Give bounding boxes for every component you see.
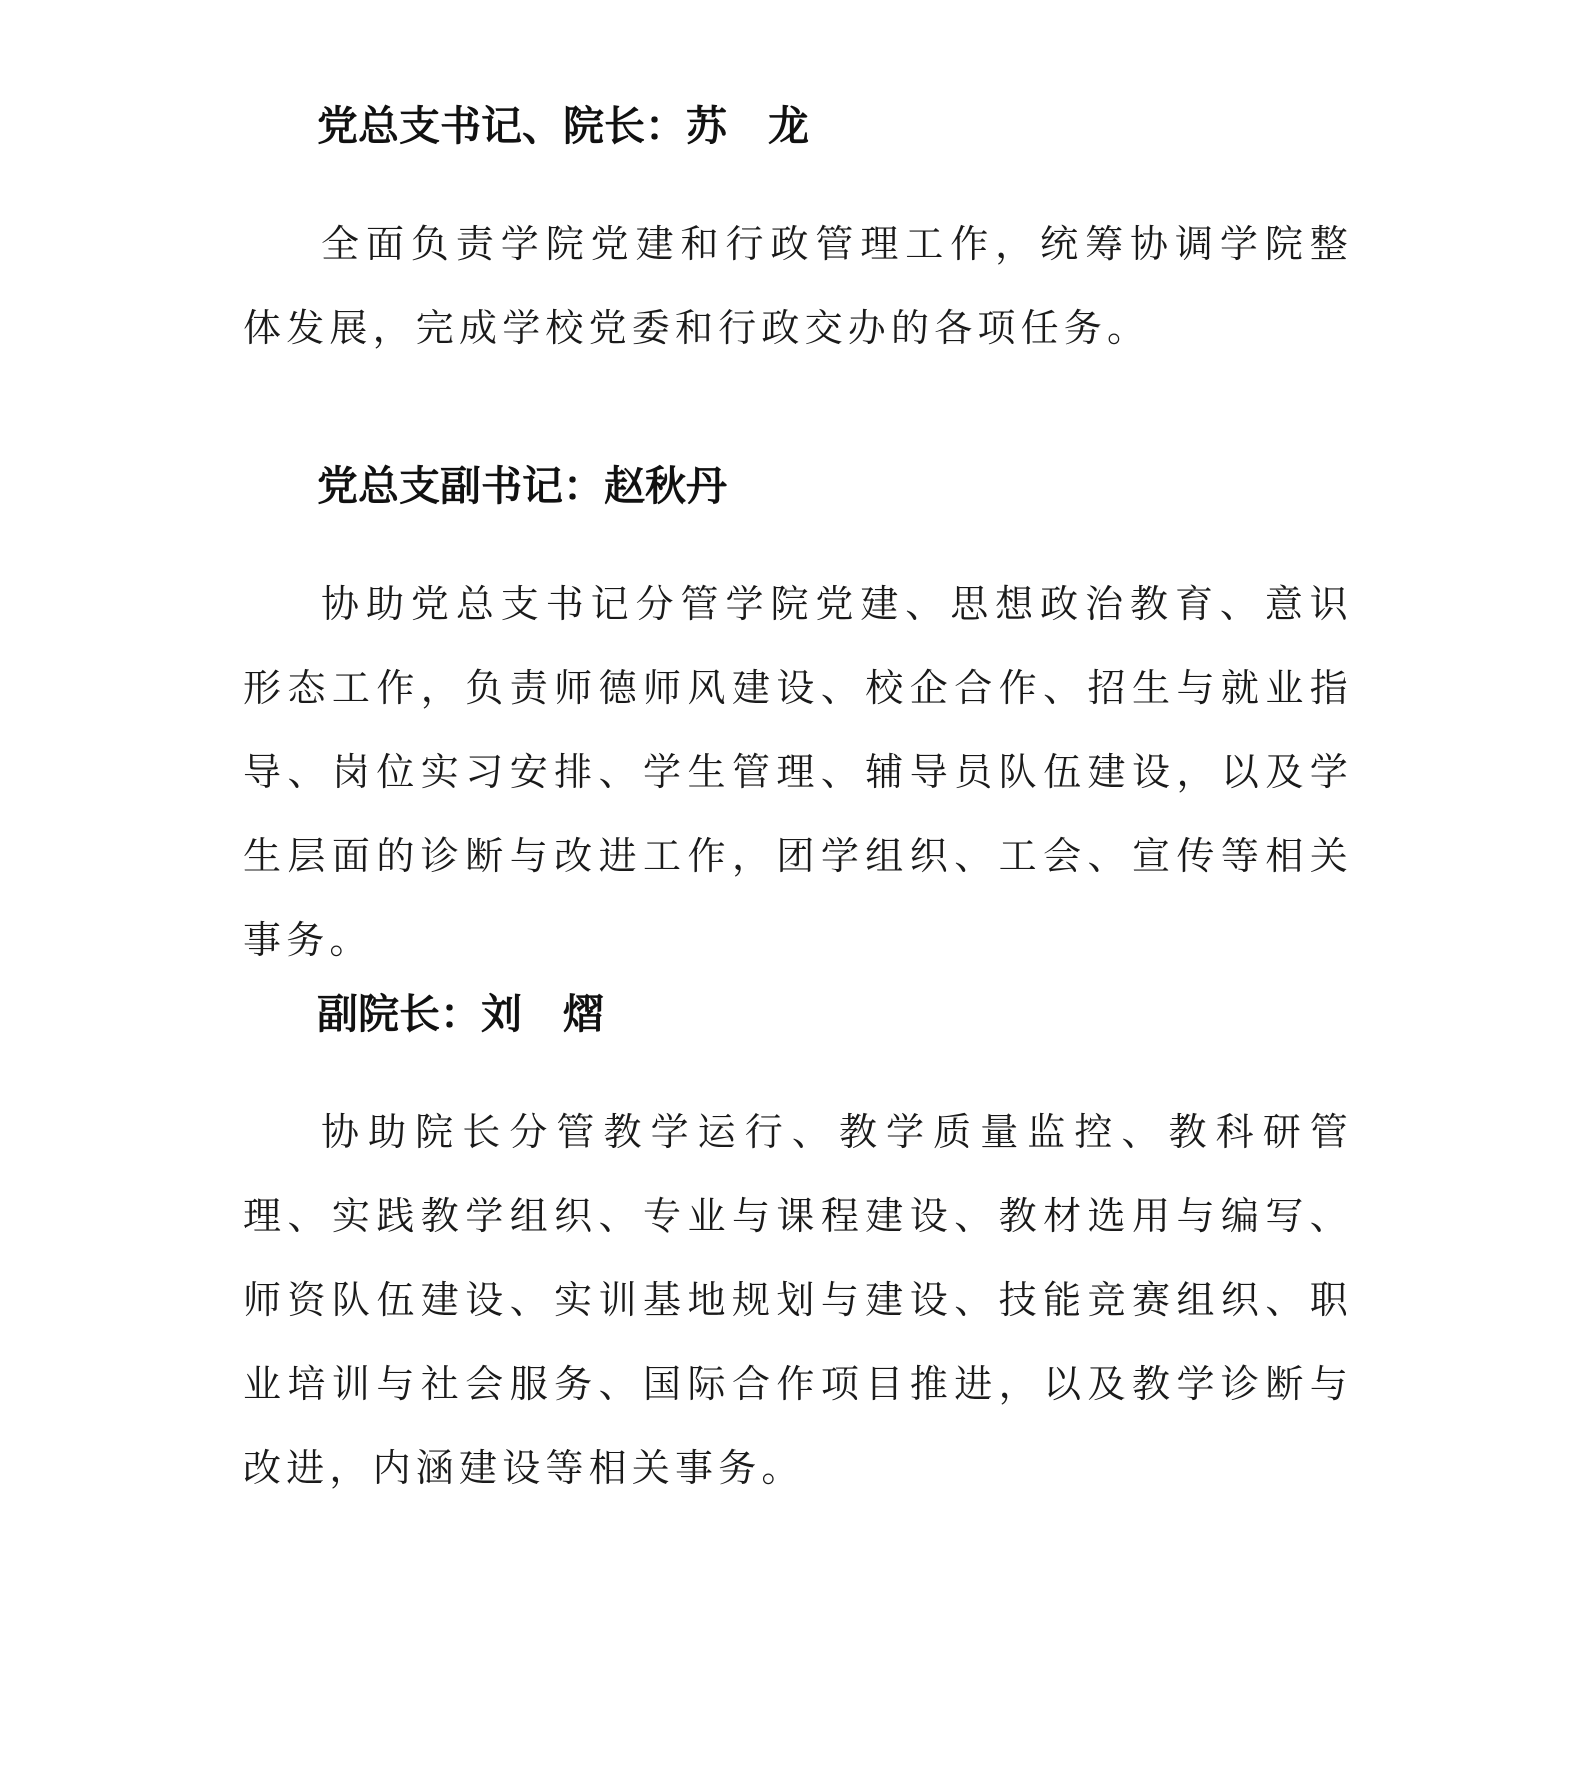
- section-heading: 党总支副书记：赵秋丹: [317, 462, 727, 510]
- section-heading: 党总支书记、院长：苏 龙: [317, 102, 809, 150]
- section-vice-dean: [243, 988, 1353, 1510]
- section-body: 全面负责学院党建和行政管理工作，统筹协调学院整体发展，完成学校党委和行政交办的各项任务。: [243, 222, 1353, 350]
- section-party-secretary-dean: [243, 100, 1353, 370]
- section-body: 协助院长分管教学运行、教学质量监控、教科研管理、实践教学组织、专业与课程建设、教材选用与编写、师资队伍建设、实训基地规划与建设、技能竞赛组织、职业培训与社会服务、国际合作项目推进，以及教学诊断与改进，内涵建设等相关事务。: [243, 1110, 1353, 1490]
- section-body: 协助党总支书记分管学院党建、思想政治教育、意识形态工作，负责师德师风建设、校企合作、招生与就业指导、岗位实习安排、学生管理、辅导员队伍建设，以及学生层面的诊断与改进工作，团学组织、工会、宣传等相关事务。: [243, 582, 1353, 962]
- section-heading: 副院长：刘 熠: [317, 990, 604, 1038]
- section-deputy-party-secretary: [243, 460, 1353, 982]
